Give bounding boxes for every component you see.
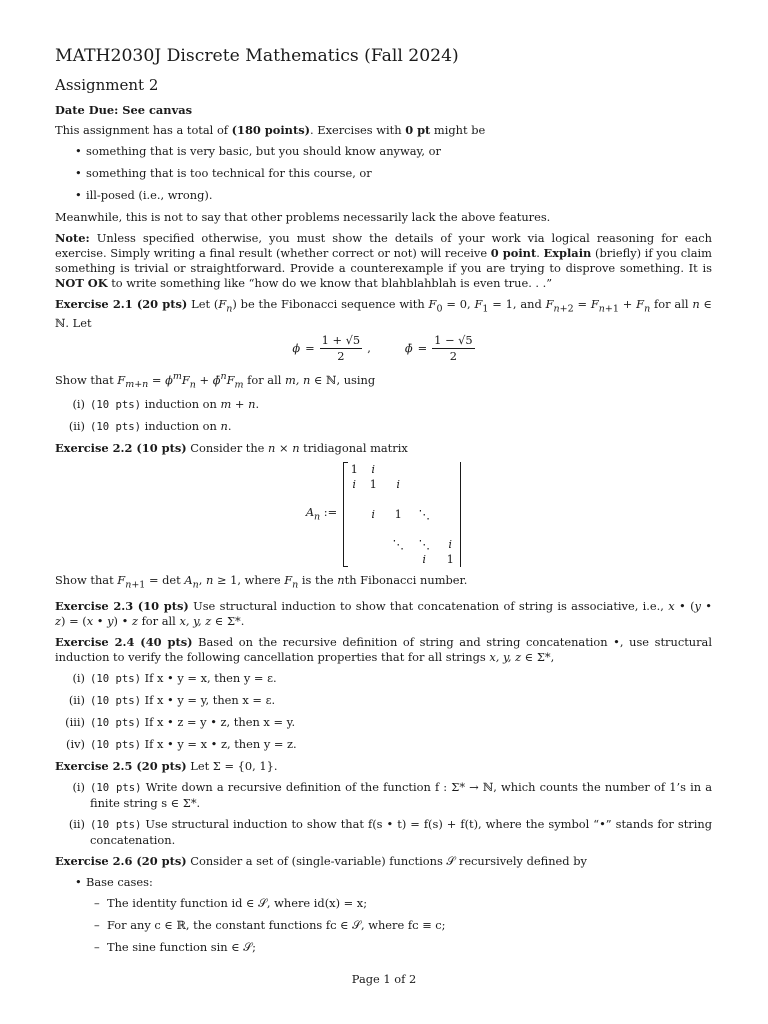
list-item: (ii) (10 pts) Use structural induction to show that f(s • t) = f(s) + f(t), where the symbol “•” stands for string concatenation. — [68, 816, 712, 847]
tridiagonal-matrix: $A_n$ := 1 i i 1 i i 1 ⋱ ⋱ ⋱ i i 1 — [55, 462, 712, 567]
exercise-2-1: Exercise 2.1 (20 pts) Let $(F_n)$ be the Fibonacci sequence with $F_0 = 0$, $F_1 = 1$, and $F_{n+2} = F_{n+1} + F_n$ for all n ∈ ℕ. Let — [55, 297, 712, 331]
exercise-2-4: Exercise 2.4 (40 pts) Based on the recursive definition of string and string concatenation •, use structural induction to verify the following cancellation properties that for all strings x, y, z ∈ Σ*, — [55, 634, 712, 664]
exercise-2-1-statement: Show that $F_{m+n} = \phi^mF_n$ + $\phī^nF_m$ for all m, n ∈ ℕ, using — [55, 371, 376, 391]
course-title: MATH2030J Discrete Mathematics (Fall 2024) — [55, 46, 459, 66]
exercise-2-1-parts — [55, 397, 712, 435]
intro-bullet-list — [55, 144, 712, 203]
list-item: • something that is too technical for this course, or — [55, 166, 712, 181]
list-item: (iii) (10 pts) If x • z = y • z, then x = y. — [65, 714, 296, 729]
list-item: – The sine function sin ∈ 𝒮; — [55, 940, 712, 955]
date-due: Date Due: See canvas — [55, 103, 193, 117]
list-item: (i) (10 pts) Write down a recursive definition of the function f : Σ* → ℕ, which counts the number of 1’s in a finite string s ∈ Σ*. — [72, 779, 712, 810]
list-item: • ill-posed (i.e., wrong). — [55, 188, 712, 203]
phi-equation: ϕ = $\frac{1 + √5}{2}$ , ϕ̄ = $\frac{1 - √5}{2}$ — [292, 333, 473, 364]
exercise-2-6-list — [55, 875, 712, 955]
exercise-2-2-statement: Show that $F_{n+1} = \det A_n$, n ≥ 1, where $F_n$ is the nth Fibonacci number. — [55, 573, 468, 591]
note-paragraph: Note: Unless specified otherwise, you must show the details of your work via logical reasoning for each exercise. Simply writing a final result (whether correct or not) will receive 0 point. Explain (briefly) if you claim something is trivial or straightforward. Provide a counterexample if you are trying to disprove something. It is NOT OK to write something like “how do we know that blahblahblah is even true. . .” — [55, 231, 712, 290]
list-item: (i) (10 pts) induction on m + n. — [72, 397, 260, 412]
exercise-2-5-parts — [55, 780, 712, 848]
meanwhile-paragraph: Meanwhile, this is not to say that other problems necessarily lack the above features. — [55, 210, 551, 224]
exercise-2-3: Exercise 2.3 (10 pts) Use structural induction to show that concatenation of string is associative, i.e., x • (y • z) = (x • y) • z for all x, y, z ∈ Σ*. — [55, 598, 713, 628]
list-item: (ii) (10 pts) induction on n. — [68, 419, 232, 434]
base-cases-list — [55, 896, 712, 955]
list-item: • something that is very basic, but you should know anyway, or — [55, 144, 712, 159]
exercise-2-5: Exercise 2.5 (20 pts) Let Σ = {0, 1}. — [55, 758, 278, 773]
list-item: – The identity function id ∈ 𝒮, where id(x) = x; — [55, 896, 712, 911]
assignment-title: Assignment 2 — [55, 76, 159, 94]
exercise-2-4-parts — [55, 671, 712, 753]
list-item: – For any c ∈ ℝ, the constant functions fᴄ ∈ 𝒮, where fᴄ ≡ c; — [55, 918, 712, 933]
page-footer: Page 1 of 2 — [351, 972, 417, 986]
exercise-2-6: Exercise 2.6 (20 pts) Consider a set of (single-variable) functions 𝒮 recursively defined by — [55, 853, 587, 868]
exercise-2-2: Exercise 2.2 (10 pts) Consider the n × n tridiagonal matrix — [55, 441, 408, 456]
intro-paragraph: This assignment has a total of (180 points). Exercises with 0 pt might be — [55, 123, 486, 137]
list-item: (i) (10 pts) If x • y = x, then y = ε. — [72, 670, 277, 685]
list-item: (ii) (10 pts) If x • y = y, then x = ε. — [68, 692, 276, 707]
list-item: (iv) (10 pts) If x • y = x • z, then y = z. — [66, 736, 297, 751]
list-item: • Base cases: – The identity function id ∈ 𝒮, where id(x) = x; – For any c ∈ ℝ, the constant functions fᴄ ∈ 𝒮, where fᴄ ≡ c; – The sine function sin ∈ 𝒮; — [55, 875, 712, 955]
